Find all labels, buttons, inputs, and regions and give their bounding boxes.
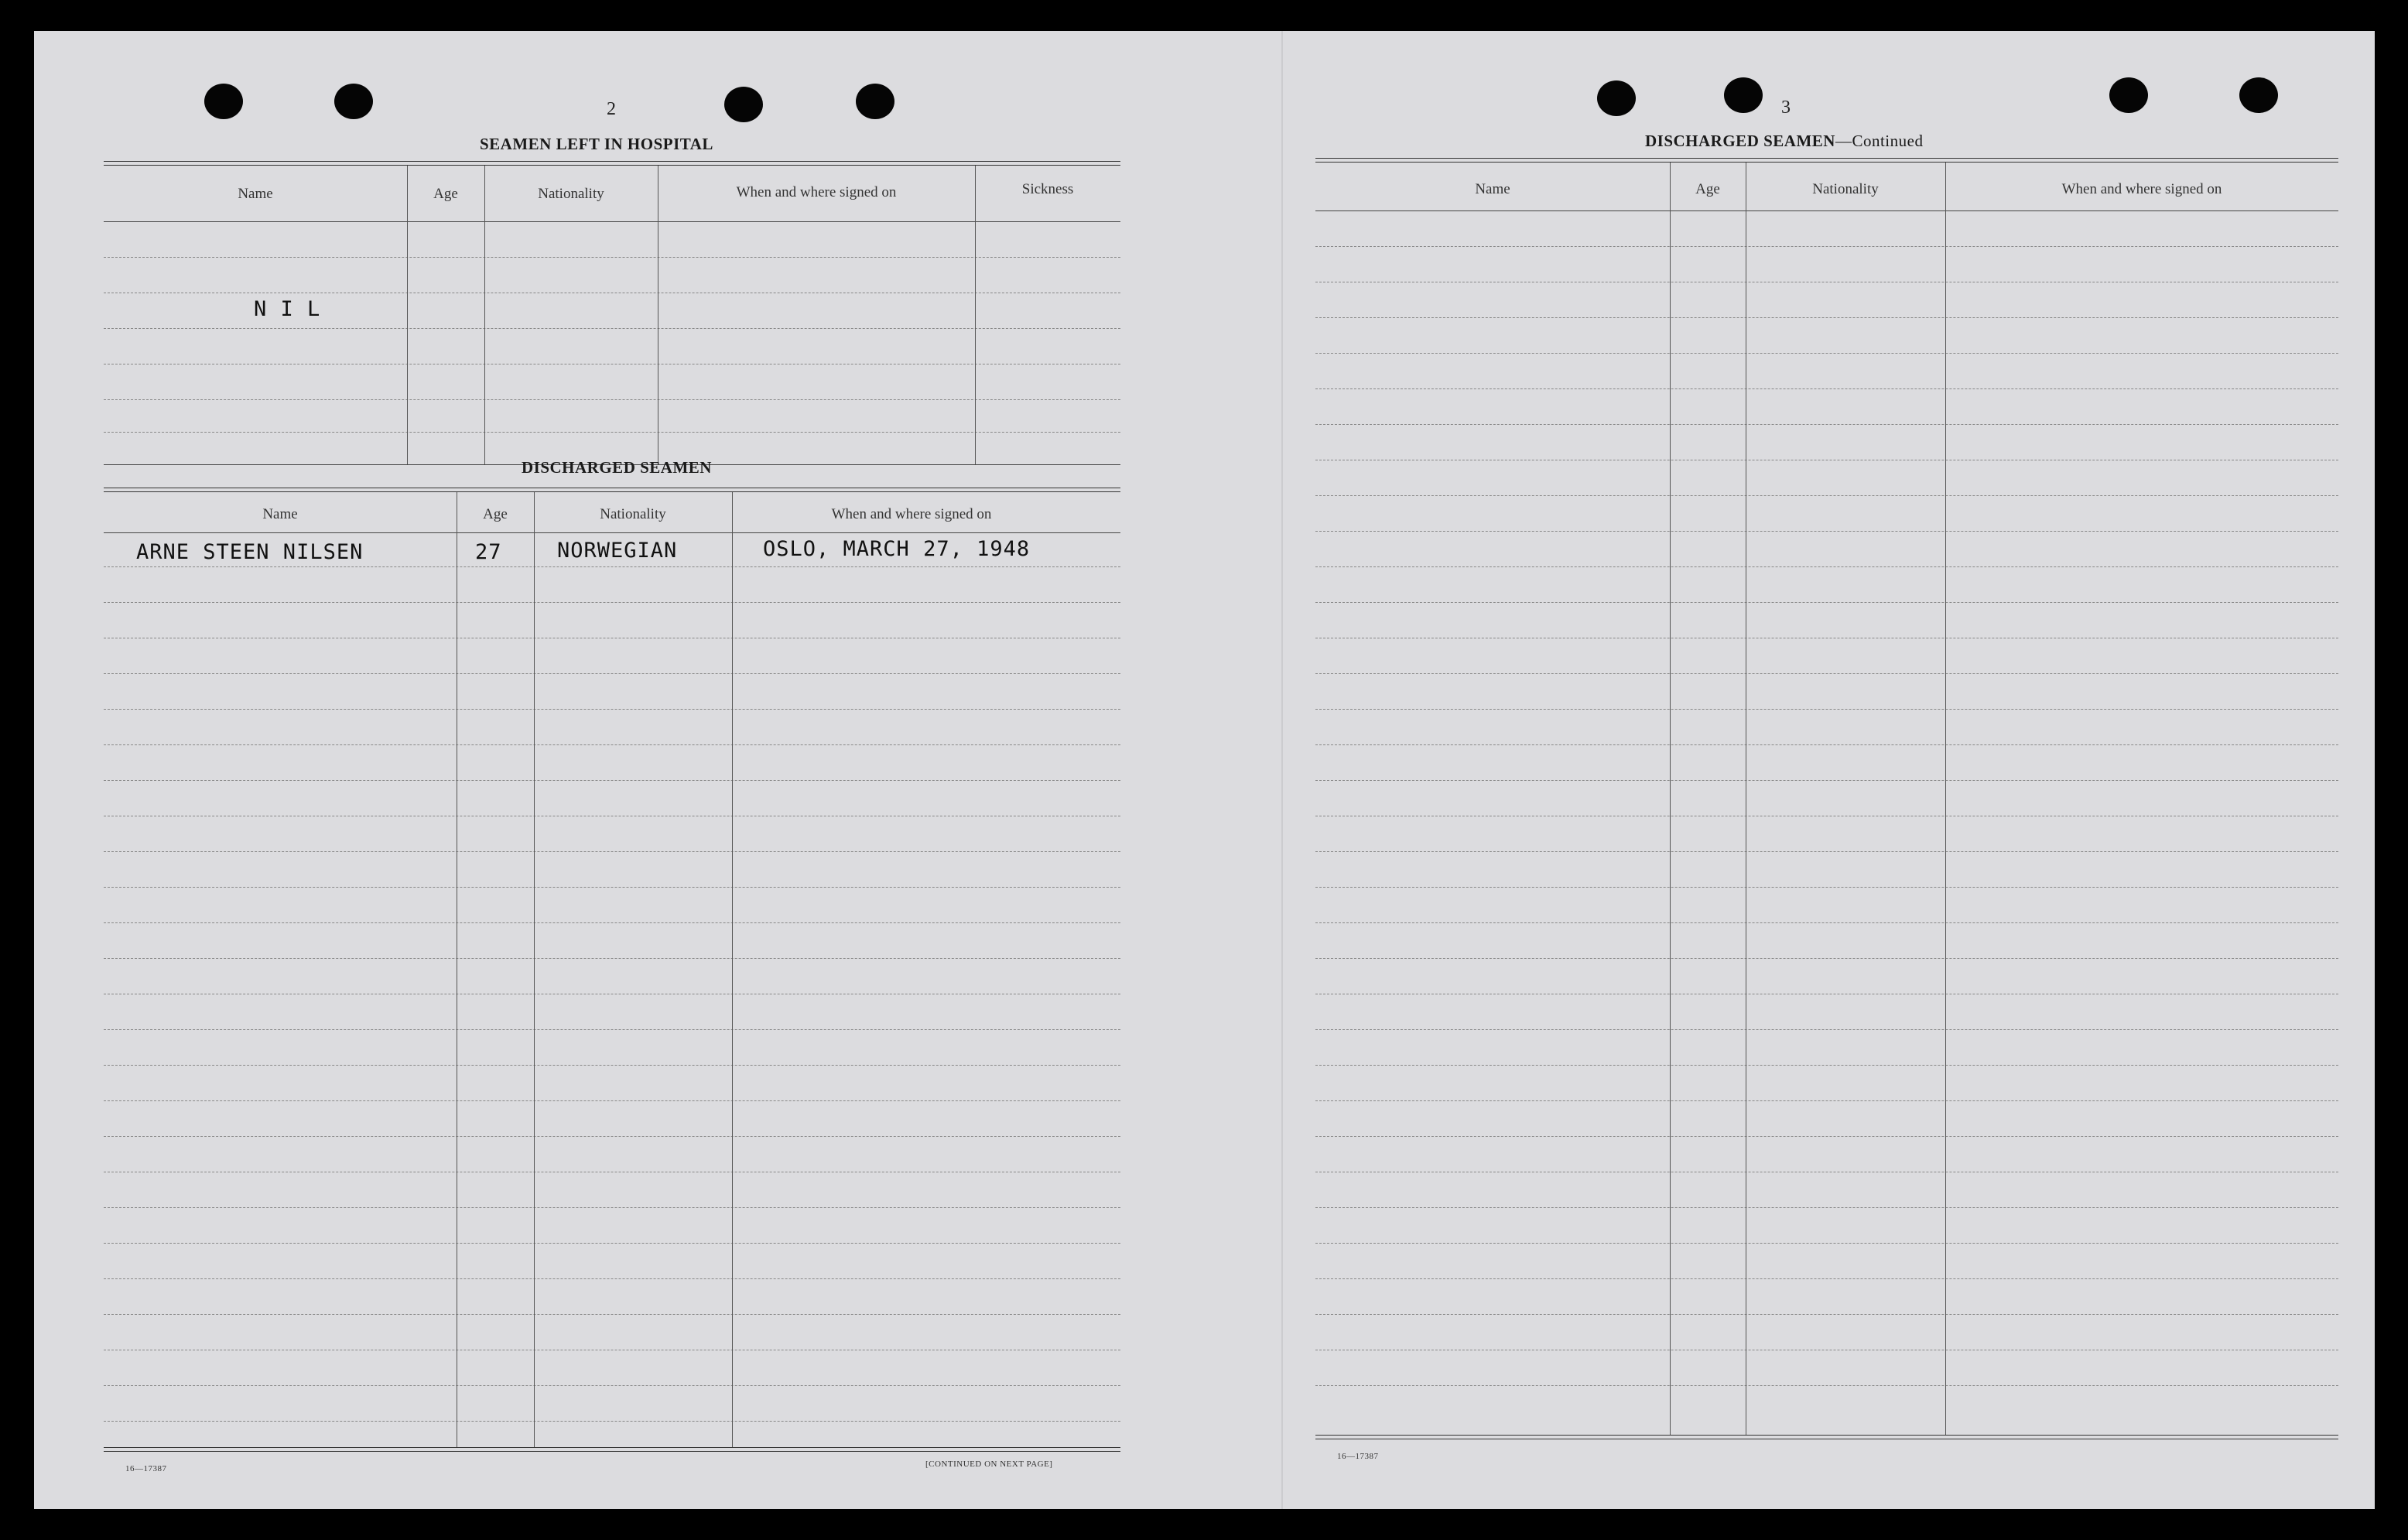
document-sheet [34, 31, 2375, 1509]
form-number: 16—17387 [1337, 1452, 1379, 1461]
page-number: 3 [1781, 98, 1791, 118]
hospital-nil-entry: N I L [254, 297, 321, 321]
column-header-nationality: Nationality [1812, 181, 1879, 197]
column-header-nationality: Nationality [600, 506, 666, 522]
hospital-title: SEAMEN LEFT IN HOSPITAL [480, 135, 713, 153]
form-number: 16—17387 [125, 1464, 167, 1473]
column-header-name: Name [1475, 181, 1510, 197]
seaman-nationality: NORWEGIAN [557, 539, 678, 563]
column-header-age: Age [483, 506, 508, 522]
column-header-sickness: Sickness [1021, 181, 1074, 197]
column-header-name: Name [262, 506, 298, 522]
column-header-age: Age [433, 186, 458, 202]
column-header-age: Age [1695, 181, 1720, 197]
discharged-table [104, 488, 1120, 1456]
discharged-continued-title [1645, 132, 1923, 151]
continued-note: [CONTINUED ON NEXT PAGE] [925, 1460, 1053, 1469]
column-header-nationality: Nationality [538, 186, 604, 202]
discharged-title-text: DISCHARGED SEAMEN [1645, 132, 1835, 150]
left-page [34, 31, 1281, 1509]
hospital-table [104, 161, 1120, 467]
seaman-signed-on: OSLO, MARCH 27, 1948 [763, 537, 1031, 561]
discharged-continued-table [1315, 158, 2338, 1450]
discharged-title: DISCHARGED SEAMEN [522, 458, 712, 477]
seaman-name: ARNE STEEN NILSEN [136, 540, 364, 564]
page-number: 2 [607, 99, 616, 119]
column-header-signed-on: When and where signed on [736, 184, 897, 200]
seaman-age: 27 [475, 540, 502, 564]
column-header-name: Name [238, 186, 273, 202]
column-header-signed-on: When and where signed on [2061, 181, 2222, 197]
continued-suffix: —Continued [1835, 132, 1924, 150]
column-header-signed-on: When and where signed on [831, 506, 992, 522]
right-page [1281, 31, 2375, 1509]
